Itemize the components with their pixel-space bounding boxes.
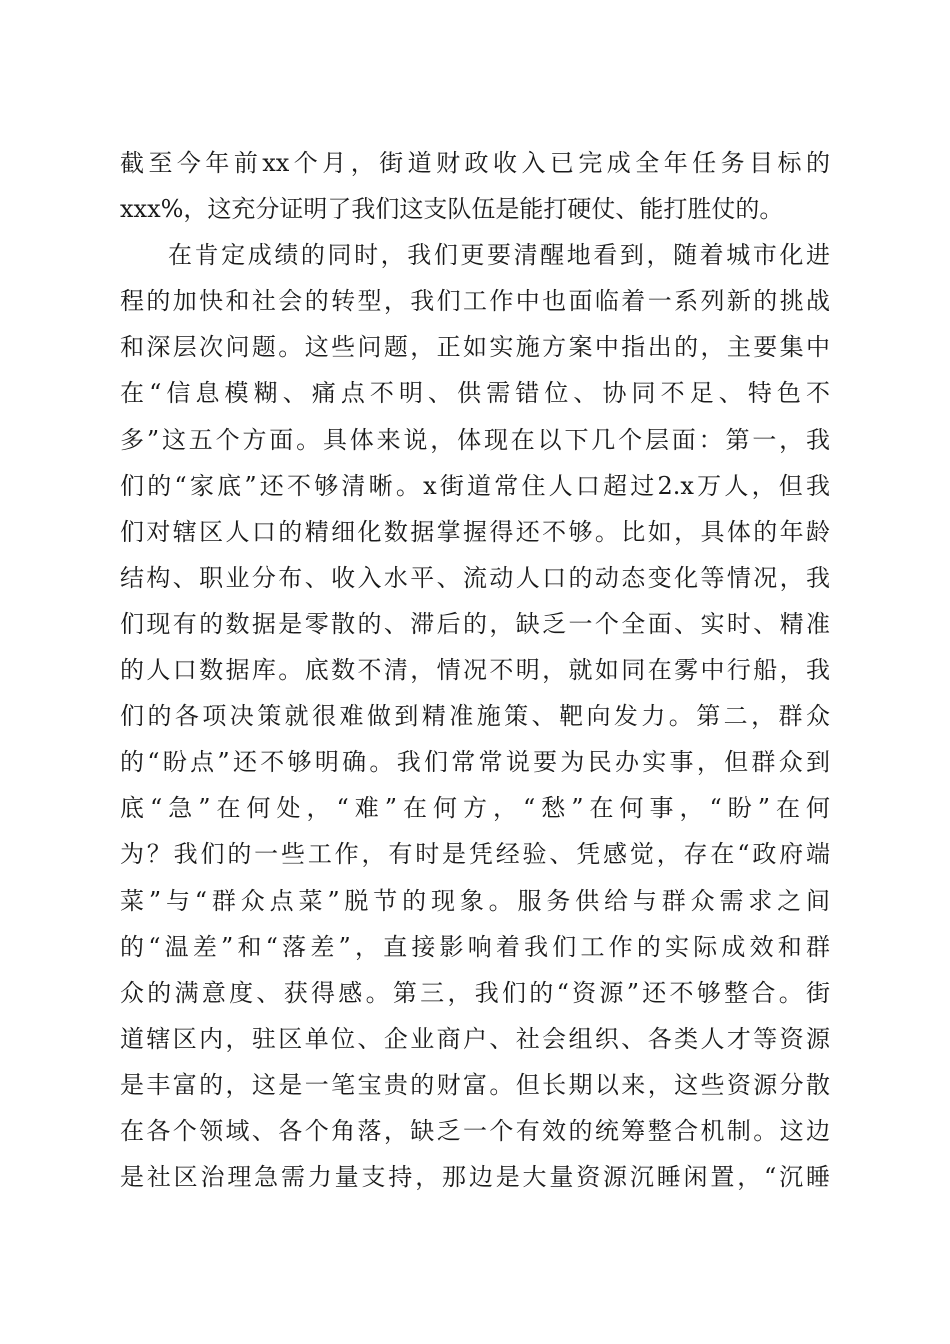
text-line: 是丰富的，这是一笔宝贵的财富。但长期以来，这些资源分散 <box>120 1070 830 1099</box>
text-line: 程的加快和社会的转型，我们工作中也面临着一系列新的挑战 <box>120 287 830 316</box>
text-line: 多”这五个方面。具体来说，体现在以下几个层面：第一，我 <box>120 425 830 454</box>
text-line: 道辖区内，驻区单位、企业商户、社会组织、各类人才等资源 <box>120 1024 830 1053</box>
text-line: 的人口数据库。底数不清，情况不明，就如同在雾中行船，我 <box>120 656 830 685</box>
text-line: 在肯定成绩的同时，我们更要清醒地看到，随着城市化进 <box>168 241 830 270</box>
text-line: 的“温差”和“落差”，直接影响着我们工作的实际成效和群 <box>120 932 830 961</box>
text-line: 是社区治理急需力量支持，那边是大量资源沉睡闲置，“沉睡 <box>120 1163 830 1192</box>
text-line: 们对辖区人口的精细化数据掌握得还不够。比如，具体的年龄 <box>120 517 830 546</box>
text-line: xxx%，这充分证明了我们这支队伍是能打硬仗、能打胜仗的。 <box>120 195 784 224</box>
text-line: 和深层次问题。这些问题，正如实施方案中指出的，主要集中 <box>120 333 830 362</box>
text-line: 众的满意度、获得感。第三，我们的“资源”还不够整合。街 <box>120 978 830 1007</box>
text-line: 底“急”在何处，“难”在何方，“愁”在何事，“盼”在何 <box>120 794 830 823</box>
text-line: 结构、职业分布、收入水平、流动人口的动态变化等情况，我 <box>120 563 830 592</box>
text-line: 们现有的数据是零散的、滞后的，缺乏一个全面、实时、精准 <box>120 609 830 638</box>
text-line: 为？我们的一些工作，有时是凭经验、凭感觉，存在“政府端 <box>120 840 830 869</box>
text-line: 的“盼点”还不够明确。我们常常说要为民办实事，但群众到 <box>120 748 830 777</box>
text-line: 在“信息模糊、痛点不明、供需错位、协同不足、特色不 <box>120 379 830 408</box>
text-line: 们的各项决策就很难做到精准施策、靶向发力。第二，群众 <box>120 702 830 731</box>
body-text <box>120 140 830 1200</box>
text-line: 们的“家底”还不够清晰。x街道常住人口超过2.x万人，但我 <box>120 471 830 500</box>
text-line: 在各个领域、各个角落，缺乏一个有效的统筹整合机制。这边 <box>120 1116 830 1145</box>
text-line: 截至今年前xx个月，街道财政收入已完成全年任务目标的 <box>120 149 830 177</box>
text-line: 菜”与“群众点菜”脱节的现象。服务供给与群众需求之间 <box>120 886 830 915</box>
